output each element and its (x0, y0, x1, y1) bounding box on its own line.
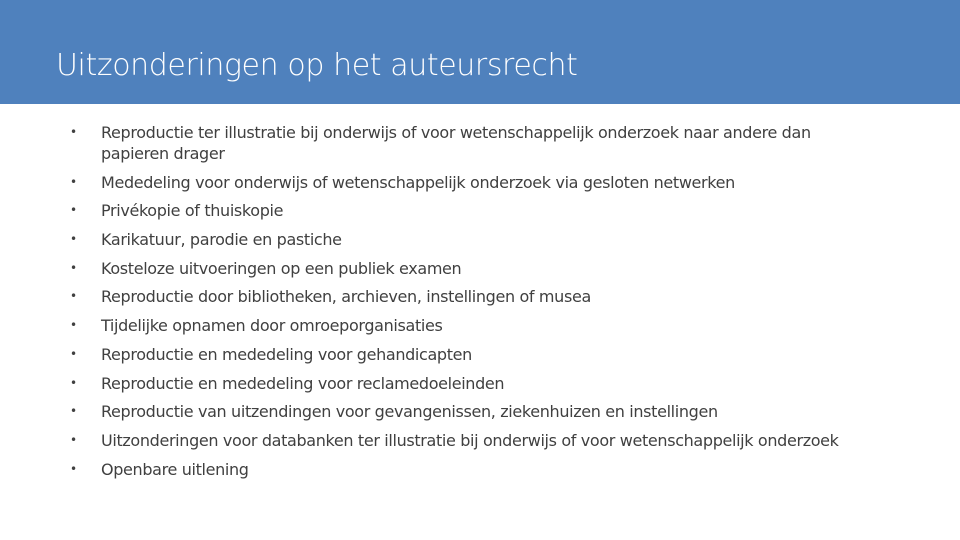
bullet-item (70, 430, 920, 451)
bullet-text: Uitzonderingen voor databanken ter illustratie bij onderwijs of voor wetenschappelijk onderzoek (101, 430, 839, 450)
bullet-text: Mededeling voor onderwijs of wetenschappelijk onderzoek via gesloten netwerken (101, 172, 735, 192)
bullet-text: Openbare uitlening (101, 459, 249, 479)
bullet-icon: • (70, 432, 77, 447)
slide-title: Uitzonderingen op het auteursrecht (56, 48, 578, 83)
bullet-list (70, 122, 920, 487)
bullet-item (70, 459, 920, 480)
bullet-text: Reproductie ter illustratie bij onderwijs of voor wetenschappelijk onderzoek naar andere dan papieren drager (101, 123, 811, 163)
bullet-text: Reproductie en mededeling voor gehandicapten (101, 344, 472, 364)
bullet-text: Privékopie of thuiskopie (101, 201, 284, 221)
bullet-icon: • (70, 174, 77, 189)
bullet-text: Kosteloze uitvoeringen op een publiek examen (101, 258, 462, 278)
bullet-item (70, 258, 920, 279)
bullet-icon: • (70, 404, 77, 419)
bullet-icon: • (70, 125, 77, 139)
bullet-text: Karikatuur, parodie en pastiche (101, 230, 342, 250)
bullet-item (70, 286, 920, 307)
bullet-text: Tijdelijke opnamen door omroeporganisaties (101, 316, 443, 336)
bullet-icon: • (70, 461, 77, 476)
bullet-item (70, 229, 920, 250)
bullet-icon: • (70, 346, 77, 361)
bullet-icon: • (70, 375, 77, 390)
bullet-icon: • (70, 232, 77, 247)
bullet-icon: • (70, 203, 77, 218)
bullet-icon: • (70, 289, 77, 304)
bullet-text: Reproductie en mededeling voor reclamedoeleinden (101, 373, 505, 393)
bullet-item (70, 200, 920, 221)
bullet-icon: • (70, 318, 77, 333)
bullet-item (70, 344, 920, 365)
bullet-icon: • (70, 260, 77, 275)
bullet-item (70, 373, 920, 394)
bullet-text: Reproductie door bibliotheken, archieven, instellingen of musea (101, 287, 591, 307)
bullet-item (70, 315, 920, 336)
title-bar (0, 0, 960, 104)
bullet-item (70, 172, 920, 193)
bullet-item (70, 401, 920, 422)
bullet-item (70, 122, 871, 164)
bullet-text: Reproductie van uitzendingen voor gevangenissen, ziekenhuizen en instellingen (101, 402, 718, 422)
